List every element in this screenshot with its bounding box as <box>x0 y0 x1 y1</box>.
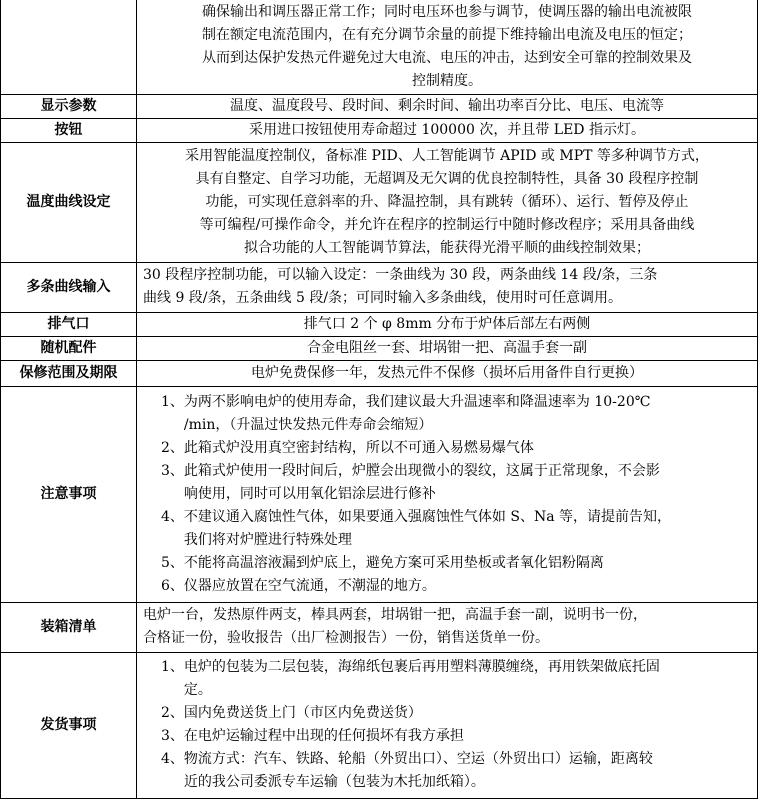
text-line: 响使用，同时可以用氧化铝涂层进行修补 <box>183 485 436 502</box>
row-control-description <box>1 0 758 94</box>
text-line: 此箱式炉没用真空密封结构，所以不可通入易燃易爆气体 <box>183 439 534 456</box>
list-item <box>161 391 751 437</box>
list-text <box>184 391 751 437</box>
row-label: 显示参数 <box>1 94 137 118</box>
text-line: 具有自整定、自学习功能，无超调及无欠调的优良控制特性，具备 30 段程序控制 <box>195 170 699 187</box>
text-line: 制在额定电流范围内，在有充分调节余量的前提下维持输出电流及电压的恒定； <box>202 26 692 43</box>
list-item <box>161 575 751 598</box>
text-line: 国内免费送货上门（市区内免费送货） <box>183 705 422 721</box>
row-shipping <box>1 652 758 798</box>
list-text <box>184 725 751 748</box>
display-params-value: 温度、温度段号、段时间、剩余时间、输出功率百分比、电压、电流等 <box>137 94 758 118</box>
text-line: 我们将对炉膛进行特殊处理 <box>183 531 352 548</box>
text-line: 不能将高温溶液漏到炉底上，避免方案可采用垫板或者氧化铝粉隔离 <box>183 554 604 571</box>
text-line: 在电炉运输过程中出现的任何损坏有我方承担 <box>183 728 464 744</box>
row-display-params <box>1 94 758 118</box>
row-packing <box>1 602 758 652</box>
row-label: 装箱清单 <box>1 602 137 652</box>
list-item <box>161 506 751 552</box>
list-item <box>161 656 751 702</box>
text-line: 控制精度。 <box>412 72 482 89</box>
row-multi-curve <box>1 262 758 312</box>
text-line: 合格证一份，验收报告（出厂检测报告）一份，销售送货单一份。 <box>143 630 549 646</box>
row-notes <box>1 386 758 602</box>
list-text <box>184 437 751 460</box>
row-label: 保修范围及期限 <box>1 360 137 386</box>
row-accessories <box>1 336 758 360</box>
row-label: 温度曲线设定 <box>1 142 137 262</box>
notes-list <box>137 386 758 602</box>
list-item <box>161 552 751 575</box>
text-line: 采用智能温度控制仪，备标准 PID、人工智能调节 APID 或 MPT 等多种调节方式， <box>185 147 709 164</box>
text-line: 确保输出和调压器正常工作；同时电压环也参与调节，使调压器的输出电流被限 <box>202 3 692 20</box>
list-text <box>184 656 751 702</box>
text-line: 功能，可实现任意斜率的升、降温控制，具有跳转（循环）、运行、暂停及停止 <box>205 193 689 210</box>
text-line: 不建议通入腐蚀性气体，如果要通入强腐蚀性气体如 S、Na 等，请提前告知， <box>183 508 672 525</box>
list-item <box>161 748 751 794</box>
row-label: 发货事项 <box>1 652 137 798</box>
row-label: 注意事项 <box>1 386 137 602</box>
text-line: 从而到达保护发热元件避免过大电流、电压的冲击，达到安全可靠的控制效果及 <box>202 49 692 66</box>
accessories-value: 合金电阻丝一套、坩埚钳一把、高温手套一副 <box>137 336 758 360</box>
list-number: 1、 <box>161 659 184 675</box>
row-temperature-curve <box>1 142 758 262</box>
row-label: 多条曲线输入 <box>1 262 137 312</box>
text-line: 定。 <box>183 682 212 698</box>
row-label-empty <box>1 0 137 94</box>
list-text <box>184 506 751 552</box>
list-item <box>161 702 751 725</box>
text-line: /min，（升温过快发热元件寿命会缩短） <box>183 416 433 433</box>
text-line: 曲线 9 段/条，五条曲线 5 段/条；可同时输入多条曲线，使用时可任意调用。 <box>143 290 623 306</box>
list-text <box>184 552 751 575</box>
shipping-list <box>137 652 758 798</box>
warranty-value: 电炉免费保修一年，发热元件不保修（损坏后用备件自行更换） <box>137 360 758 386</box>
list-number: 3、 <box>161 462 184 479</box>
text-line: 电炉一台，发热原件两支，棒具两套，坩埚钳一把，高温手套一副，说明书一份， <box>143 607 647 623</box>
temperature-curve-value <box>137 142 758 262</box>
list-item <box>161 460 751 506</box>
text-line: 等可编程/可操作命令，并允许在程序的控制运行中随时修改程序；采用具备曲线 <box>199 216 695 233</box>
text-line: 30 段程序控制功能，可以输入设定：一条曲线为 30 段，两条曲线 14 段/条，三条 <box>143 267 658 283</box>
vent-value: 排气口 2 个 φ 8mm 分布于炉体后部左右两侧 <box>137 312 758 336</box>
text-line: 此箱式炉使用一段时间后，炉膛会出现微小的裂纹，这属于正常现象，不会影 <box>183 462 660 479</box>
button-value: 采用进口按钮使用寿命超过 100000 次，并且带 LED 指示灯。 <box>137 118 758 142</box>
row-label: 随机配件 <box>1 336 137 360</box>
text-line: 电炉的包装为二层包装，海绵纸包裹后再用塑料薄膜缠绕，再用铁架做底托固 <box>183 659 660 675</box>
list-item <box>161 437 751 460</box>
row-label: 排气口 <box>1 312 137 336</box>
control-description-cell <box>137 0 758 94</box>
list-number: 2、 <box>161 439 184 456</box>
list-item <box>161 725 751 748</box>
text-line: 仪器应放置在空气流通，不潮湿的地方。 <box>183 577 436 594</box>
row-warranty <box>1 360 758 386</box>
list-number: 4、 <box>161 751 184 767</box>
text-line: 拟合功能的人工智能调节算法，能获得光滑平顺的曲线控制效果； <box>244 239 650 256</box>
list-text <box>184 748 751 794</box>
text-line: 物流方式：汽车、铁路、轮船（外贸出口）、空运（外贸出口）运输，距离较 <box>183 751 653 767</box>
text-line: 近的我公司委派专车运输（包装为木托加纸箱）。 <box>183 774 485 790</box>
row-label: 按钮 <box>1 118 137 142</box>
list-number: 2、 <box>161 705 184 721</box>
list-number: 3、 <box>161 728 184 744</box>
list-text <box>184 460 751 506</box>
list-text <box>184 702 751 725</box>
row-vent <box>1 312 758 336</box>
row-button <box>1 118 758 142</box>
list-number: 5、 <box>161 554 184 571</box>
list-number: 1、 <box>161 393 184 410</box>
multi-curve-value <box>137 262 758 312</box>
list-number: 6、 <box>161 577 184 594</box>
packing-value <box>137 602 758 652</box>
list-number: 4、 <box>161 508 184 525</box>
text-line: 为两不影响电炉的使用寿命，我们建议最大升温速率和降温速率为 10-20℃ <box>183 393 651 410</box>
list-text <box>184 575 751 598</box>
